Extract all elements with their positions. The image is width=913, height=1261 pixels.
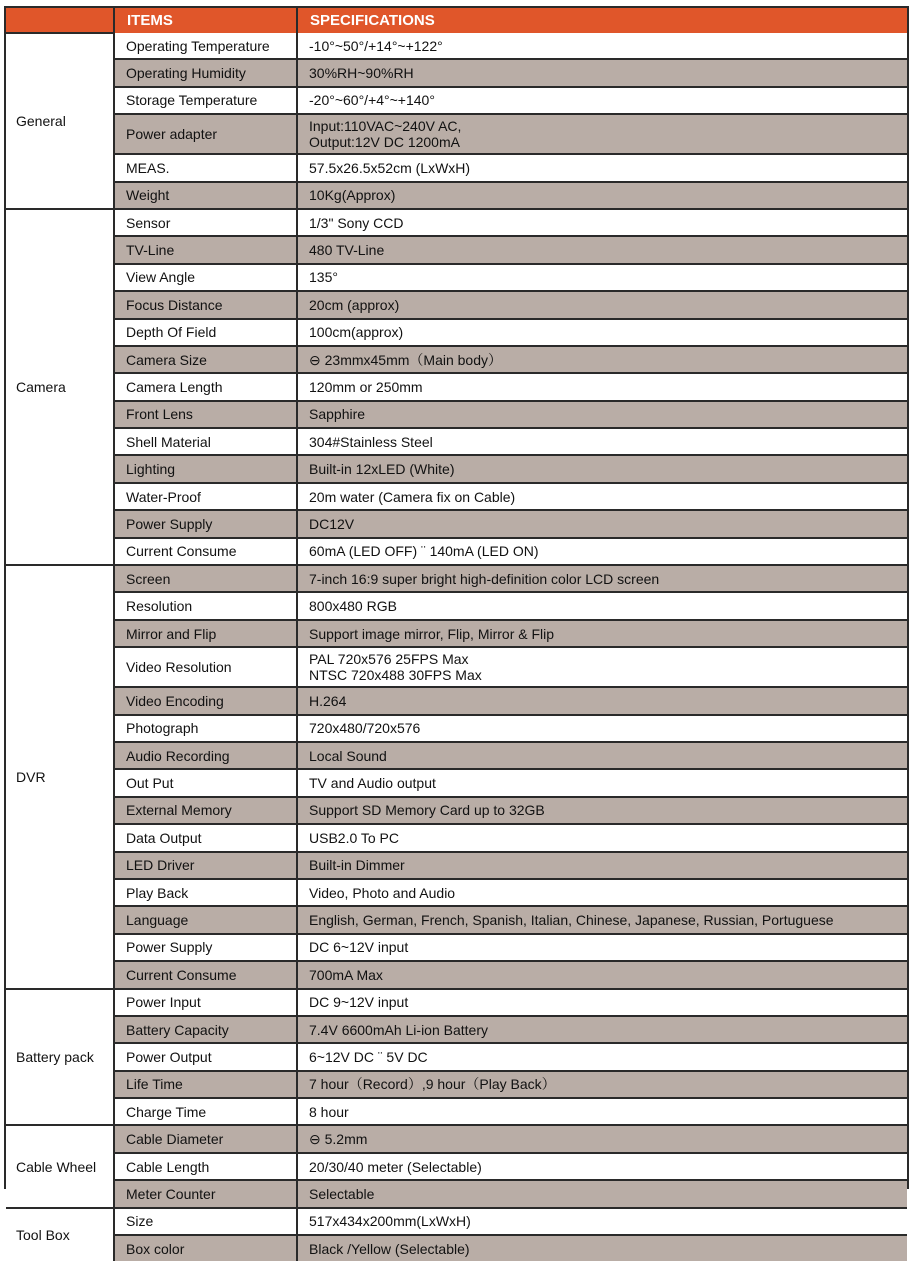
item-specification: 100cm(approx): [297, 319, 907, 346]
item-specification: Black /Yellow (Selectable): [297, 1235, 907, 1261]
item-name: Operating Humidity: [114, 59, 297, 86]
item-name: Cable Diameter: [114, 1125, 297, 1152]
table-row: [6, 319, 907, 346]
item-specification: 720x480/720x576: [297, 715, 907, 742]
table-row: [6, 209, 907, 236]
item-name: MEAS.: [114, 154, 297, 181]
item-specification: 7 hour（Record）,9 hour（Play Back）: [297, 1071, 907, 1098]
table-row: [6, 33, 907, 59]
item-specification: Built-in 12xLED (White): [297, 455, 907, 482]
item-specification: Selectable: [297, 1180, 907, 1207]
item-name: Sensor: [114, 209, 297, 236]
table-row: [6, 87, 907, 114]
item-specification: 700mA Max: [297, 961, 907, 988]
table-row: [6, 59, 907, 86]
item-name: Water-Proof: [114, 483, 297, 510]
header-specifications: SPECIFICATIONS: [297, 8, 907, 33]
item-specification: 7.4V 6600mAh Li-ion Battery: [297, 1016, 907, 1043]
item-name: Language: [114, 906, 297, 933]
item-specification: 8 hour: [297, 1098, 907, 1125]
item-name: Camera Size: [114, 346, 297, 373]
table-row: [6, 1153, 907, 1180]
item-name: TV-Line: [114, 236, 297, 263]
item-specification: DC 9~12V input: [297, 989, 907, 1016]
item-name: Focus Distance: [114, 291, 297, 318]
item-specification: -20°~60°/+4°~+140°: [297, 87, 907, 114]
table-row: [6, 291, 907, 318]
table-row: [6, 182, 907, 209]
header-blank-cell: [6, 8, 114, 33]
item-name: Mirror and Flip: [114, 620, 297, 647]
item-name: Current Consume: [114, 961, 297, 988]
item-name: Power Output: [114, 1043, 297, 1070]
spec-table-body: [6, 33, 907, 1261]
item-name: Photograph: [114, 715, 297, 742]
item-name: Audio Recording: [114, 742, 297, 769]
table-row: [6, 1180, 907, 1207]
item-name: Operating Temperature: [114, 33, 297, 59]
table-row: [6, 401, 907, 428]
item-name: Box color: [114, 1235, 297, 1261]
item-specification: 480 TV-Line: [297, 236, 907, 263]
table-row: [6, 989, 907, 1016]
item-specification: DC12V: [297, 510, 907, 537]
item-specification: PAL 720x576 25FPS Max NTSC 720x488 30FPS Max: [297, 647, 907, 687]
item-name: Current Consume: [114, 538, 297, 565]
item-specification: -10°~50°/+14°~+122°: [297, 33, 907, 59]
item-name: Weight: [114, 182, 297, 209]
item-specification: 304#Stainless Steel: [297, 428, 907, 455]
table-header-row: [6, 8, 907, 33]
table-row: [6, 455, 907, 482]
item-specification: 20m water (Camera fix on Cable): [297, 483, 907, 510]
table-row: [6, 264, 907, 291]
item-name: Play Back: [114, 879, 297, 906]
table-row: [6, 824, 907, 851]
item-name: Storage Temperature: [114, 87, 297, 114]
table-row: [6, 852, 907, 879]
group-label: DVR: [6, 565, 114, 988]
item-name: Meter Counter: [114, 1180, 297, 1207]
table-row: [6, 114, 907, 154]
item-specification: 20/30/40 meter (Selectable): [297, 1153, 907, 1180]
item-specification: Support image mirror, Flip, Mirror & Flip: [297, 620, 907, 647]
item-name: Shell Material: [114, 428, 297, 455]
item-specification: Local Sound: [297, 742, 907, 769]
item-name: LED Driver: [114, 852, 297, 879]
item-specification: 6~12V DC ¨ 5V DC: [297, 1043, 907, 1070]
table-row: [6, 346, 907, 373]
table-row: [6, 797, 907, 824]
table-row: [6, 906, 907, 933]
table-row: [6, 510, 907, 537]
item-specification: Video, Photo and Audio: [297, 879, 907, 906]
table-row: [6, 592, 907, 619]
item-name: Power Supply: [114, 510, 297, 537]
table-row: [6, 687, 907, 714]
table-row: [6, 1208, 907, 1235]
table-row: [6, 373, 907, 400]
item-name: Video Encoding: [114, 687, 297, 714]
item-name: External Memory: [114, 797, 297, 824]
item-specification: 1/3" Sony CCD: [297, 209, 907, 236]
item-specification: 135°: [297, 264, 907, 291]
item-specification: DC 6~12V input: [297, 934, 907, 961]
item-name: Camera Length: [114, 373, 297, 400]
group-label: Battery pack: [6, 989, 114, 1126]
item-specification: 20cm (approx): [297, 291, 907, 318]
item-specification: Input:110VAC~240V AC, Output:12V DC 1200mA: [297, 114, 907, 154]
item-name: Screen: [114, 565, 297, 592]
item-name: Charge Time: [114, 1098, 297, 1125]
item-name: Life Time: [114, 1071, 297, 1098]
table-row: [6, 742, 907, 769]
item-specification: Built-in Dimmer: [297, 852, 907, 879]
table-row: [6, 715, 907, 742]
table-row: [6, 961, 907, 988]
item-name: Power Supply: [114, 934, 297, 961]
group-label: Tool Box: [6, 1208, 114, 1261]
item-specification: Sapphire: [297, 401, 907, 428]
table-row: [6, 428, 907, 455]
table-row: [6, 769, 907, 796]
item-specification: 120mm or 250mm: [297, 373, 907, 400]
item-specification: 57.5x26.5x52cm (LxWxH): [297, 154, 907, 181]
item-name: Size: [114, 1208, 297, 1235]
item-name: Data Output: [114, 824, 297, 851]
item-specification: 10Kg(Approx): [297, 182, 907, 209]
item-name: View Angle: [114, 264, 297, 291]
item-specification: 800x480 RGB: [297, 592, 907, 619]
item-name: Resolution: [114, 592, 297, 619]
table-row: [6, 565, 907, 592]
item-name: Power adapter: [114, 114, 297, 154]
item-specification: H.264: [297, 687, 907, 714]
spec-table: [6, 8, 907, 1261]
specifications-sheet: [4, 6, 909, 1257]
item-specification: Support SD Memory Card up to 32GB: [297, 797, 907, 824]
item-name: Power Input: [114, 989, 297, 1016]
item-name: Depth Of Field: [114, 319, 297, 346]
group-label: Cable Wheel: [6, 1125, 114, 1207]
table-row: [6, 934, 907, 961]
group-label: General: [6, 33, 114, 209]
item-specification: TV and Audio output: [297, 769, 907, 796]
table-row: [6, 154, 907, 181]
item-specification: ⊖ 5.2mm: [297, 1125, 907, 1152]
table-row: [6, 1125, 907, 1152]
item-specification: USB2.0 To PC: [297, 824, 907, 851]
item-name: Out Put: [114, 769, 297, 796]
group-label: Camera: [6, 209, 114, 565]
item-specification: 30%RH~90%RH: [297, 59, 907, 86]
header-items: ITEMS: [114, 8, 297, 33]
table-row: [6, 879, 907, 906]
item-name: Cable Length: [114, 1153, 297, 1180]
table-row: [6, 1071, 907, 1098]
item-specification: English, German, French, Spanish, Italian, Chinese, Japanese, Russian, Portuguese: [297, 906, 907, 933]
item-name: Video Resolution: [114, 647, 297, 687]
item-name: Lighting: [114, 455, 297, 482]
table-row: [6, 620, 907, 647]
table-row: [6, 236, 907, 263]
table-row: [6, 647, 907, 687]
item-name: Battery Capacity: [114, 1016, 297, 1043]
item-name: Front Lens: [114, 401, 297, 428]
table-row: [6, 1016, 907, 1043]
item-specification: ⊖ 23mmx45mm（Main body）: [297, 346, 907, 373]
item-specification: 517x434x200mm(LxWxH): [297, 1208, 907, 1235]
table-row: [6, 1043, 907, 1070]
item-specification: 60mA (LED OFF) ¨ 140mA (LED ON): [297, 538, 907, 565]
table-row: [6, 538, 907, 565]
table-row: [6, 1235, 907, 1261]
table-row: [6, 483, 907, 510]
table-row: [6, 1098, 907, 1125]
item-specification: 7-inch 16:9 super bright high-definition color LCD screen: [297, 565, 907, 592]
